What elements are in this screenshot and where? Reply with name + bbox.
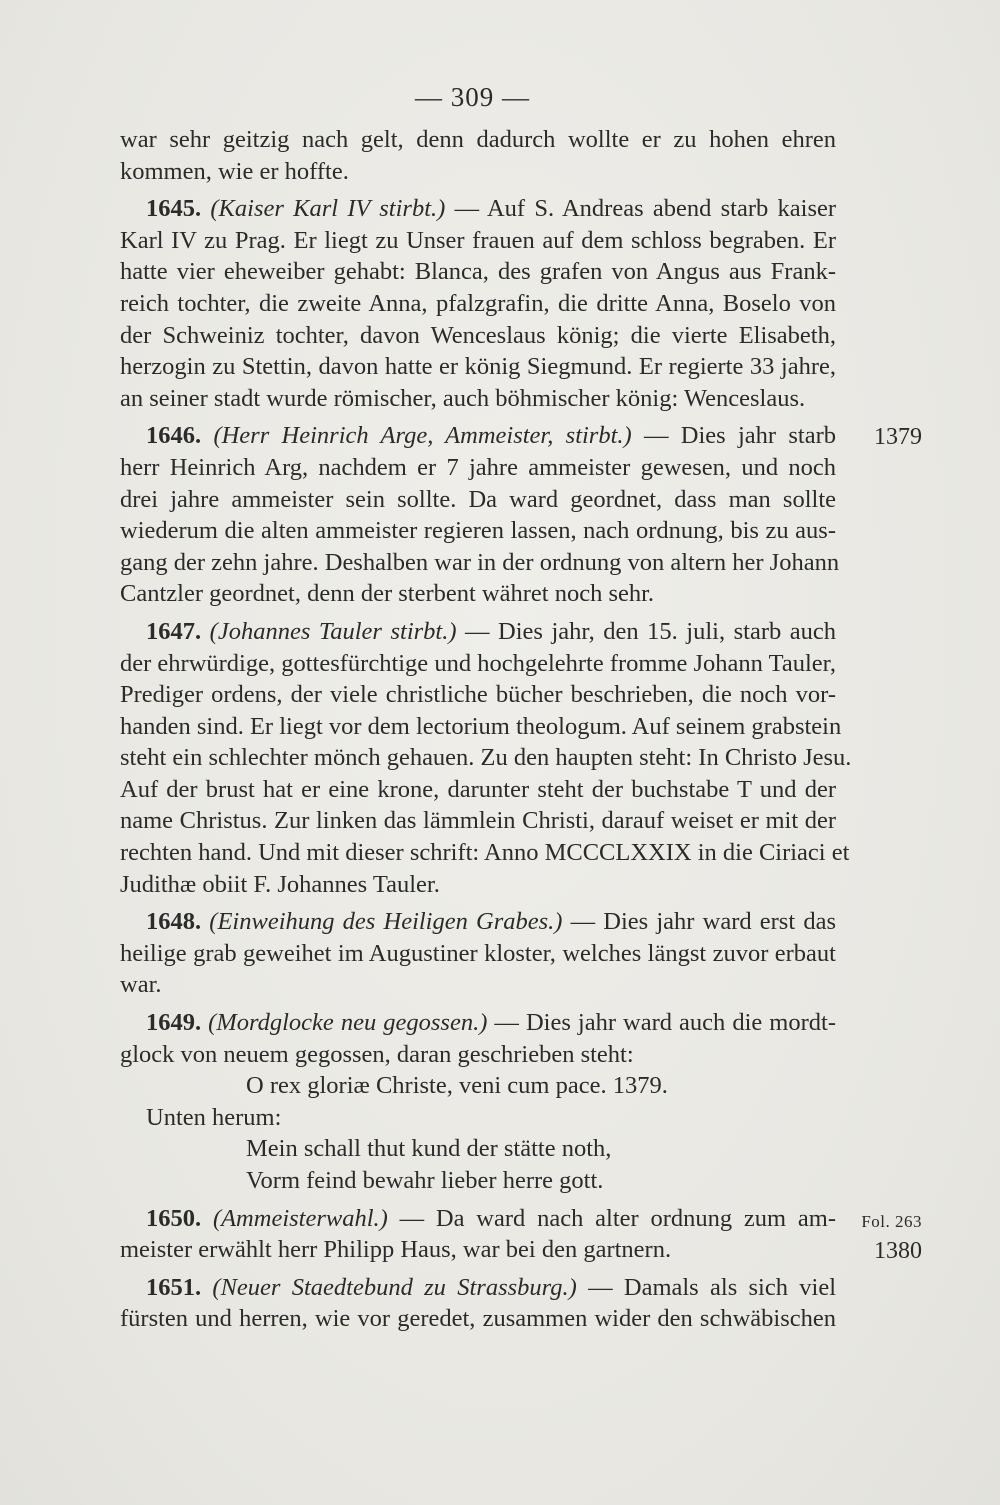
- entry-heading: (Johannes Tauler stirbt.): [209, 617, 457, 645]
- entry-number: 1651.: [146, 1273, 202, 1301]
- text-line: name Christus. Zur linken das lämmlein Christi, darauf weiset er mit der: [120, 807, 836, 835]
- entry-1650-line: [120, 1203, 836, 1235]
- entry-text: — Auf S. Andreas abend starb kaiser: [445, 195, 837, 223]
- inscription-line: O rex gloriæ Christe, veni cum pace. 1379.: [246, 1072, 668, 1100]
- text-line: heilige grab geweihet im Augustiner kloster, welches längst zuvor erbaut: [120, 939, 836, 967]
- entry-heading: (Ammeisterwahl.): [212, 1204, 388, 1232]
- text-line: Auf der brust hat er eine krone, darunter steht der buchstabe T und der: [120, 775, 836, 803]
- page-number: — 309 —: [415, 82, 530, 112]
- entry-number: 1650.: [146, 1204, 202, 1232]
- chronicle-text: [120, 124, 852, 1335]
- entry-heading: (Einweihung des Heiligen Grabes.): [209, 908, 563, 936]
- entry-number: 1648.: [146, 908, 202, 936]
- text-line: hatte vier eheweiber gehabt: Blanca, des grafen von Angus aus Frank-: [120, 258, 836, 286]
- entry-number: 1646.: [146, 422, 202, 450]
- margin-folio: Fol. 263: [861, 1212, 922, 1231]
- text-line: Unten herum:: [146, 1103, 282, 1131]
- text-line: drei jahre ammeister sein sollte. Da ward geordnet, dass man sollte: [120, 485, 836, 513]
- entry-1651-line: [120, 1272, 836, 1304]
- entry-number: 1649.: [146, 1009, 202, 1037]
- entry-text: — Dies jahr starb: [631, 422, 837, 450]
- text-line: war sehr geitzig nach gelt, denn dadurch wollte er zu hohen ehren: [120, 126, 836, 153]
- entry-heading: (Neuer Staedtebund zu Strassburg.): [212, 1273, 577, 1301]
- entry-1646-line: [120, 420, 836, 452]
- entry-1647-line: [120, 616, 836, 648]
- entry-heading: (Herr Heinrich Arge, Ammeister, stirbt.): [213, 422, 632, 450]
- entry-number: 1647.: [146, 617, 202, 645]
- text-line: herr Heinrich Arg, nachdem er 7 jahre ammeister gewesen, und noch: [120, 453, 836, 481]
- inscription-line: Vorm feind bewahr lieber herre gott.: [246, 1167, 604, 1194]
- text-line: fürsten und herren, wie vor geredet, zusammen wider den schwäbischen: [120, 1305, 836, 1333]
- entry-text: — Damals als sich viel: [576, 1273, 837, 1301]
- text-line: herzogin zu Stettin, davon hatte er könig Siegmund. Er regierte 33 jahre,: [120, 353, 836, 381]
- entry-text: — Dies jahr ward auch die mordt-: [487, 1009, 836, 1037]
- entry-heading: (Kaiser Karl IV stirbt.): [210, 195, 446, 223]
- text-line: war.: [120, 971, 162, 999]
- text-line: Prediger ordens, der viele christliche bücher beschrieben, die noch vor-: [120, 681, 836, 709]
- text-line: reich tochter, die zweite Anna, pfalzgrafin, die dritte Anna, Boselo von: [120, 289, 836, 317]
- entry-heading: (Mordglocke neu gegossen.): [208, 1009, 488, 1037]
- entry-1645-line: [120, 193, 836, 225]
- entry-text: — Dies jahr ward erst das: [562, 908, 836, 936]
- text-line: gang der zehn jahre. Deshalben war in der ordnung von altern her Johann: [120, 548, 840, 576]
- text-line: an seiner stadt wurde römischer, auch böhmischer könig: Wenceslaus.: [120, 384, 806, 412]
- text-line: meister erwählt herr Philipp Haus, war bei den gartnern.: [120, 1236, 672, 1264]
- entry-number: 1645.: [146, 195, 202, 223]
- text-line: wiederum die alten ammeister regieren lassen, nach ordnung, bis zu aus-: [120, 517, 836, 545]
- text-line: glock von neuem gegossen, daran geschrieben steht:: [120, 1040, 634, 1068]
- text-line: Karl IV zu Prag. Er liegt zu Unser frauen auf dem schloss begraben. Er: [120, 226, 836, 254]
- text-line: Cantzler geordnet, denn der sterbent währet noch sehr.: [120, 580, 655, 608]
- entry-text: — Da ward nach alter ordnung zum am-: [387, 1204, 836, 1232]
- margin-year-1380: 1380: [874, 1238, 922, 1264]
- text-line: der ehrwürdige, gottesfürchtige und hochgelehrte fromme Johann Tauler,: [120, 649, 836, 677]
- text-line: steht ein schlechter mönch gehauen. Zu den haupten steht: In Christo Jesu.: [120, 744, 852, 772]
- entry-text: — Dies jahr, den 15. juli, starb auch: [456, 617, 837, 645]
- text-line: rechten hand. Und mit dieser schrift: Anno MCCCLXXIX in die Ciriaci et: [120, 839, 850, 867]
- text-line: handen sind. Er liegt vor dem lectorium theologum. Auf seinem grabstein: [120, 712, 842, 740]
- text-line: Judithæ obiit F. Johannes Tauler.: [120, 870, 440, 898]
- entry-1648-line: [120, 906, 836, 938]
- margin-year-1379: 1379: [874, 424, 922, 450]
- entry-1649-line: [120, 1007, 836, 1039]
- text-line: kommen, wie er hoffte.: [120, 157, 349, 185]
- text-line: der Schweiniz tochter, davon Wenceslaus könig; die vierte Elisabeth,: [120, 321, 836, 349]
- inscription-line: Mein schall thut kund der stätte noth,: [246, 1135, 612, 1163]
